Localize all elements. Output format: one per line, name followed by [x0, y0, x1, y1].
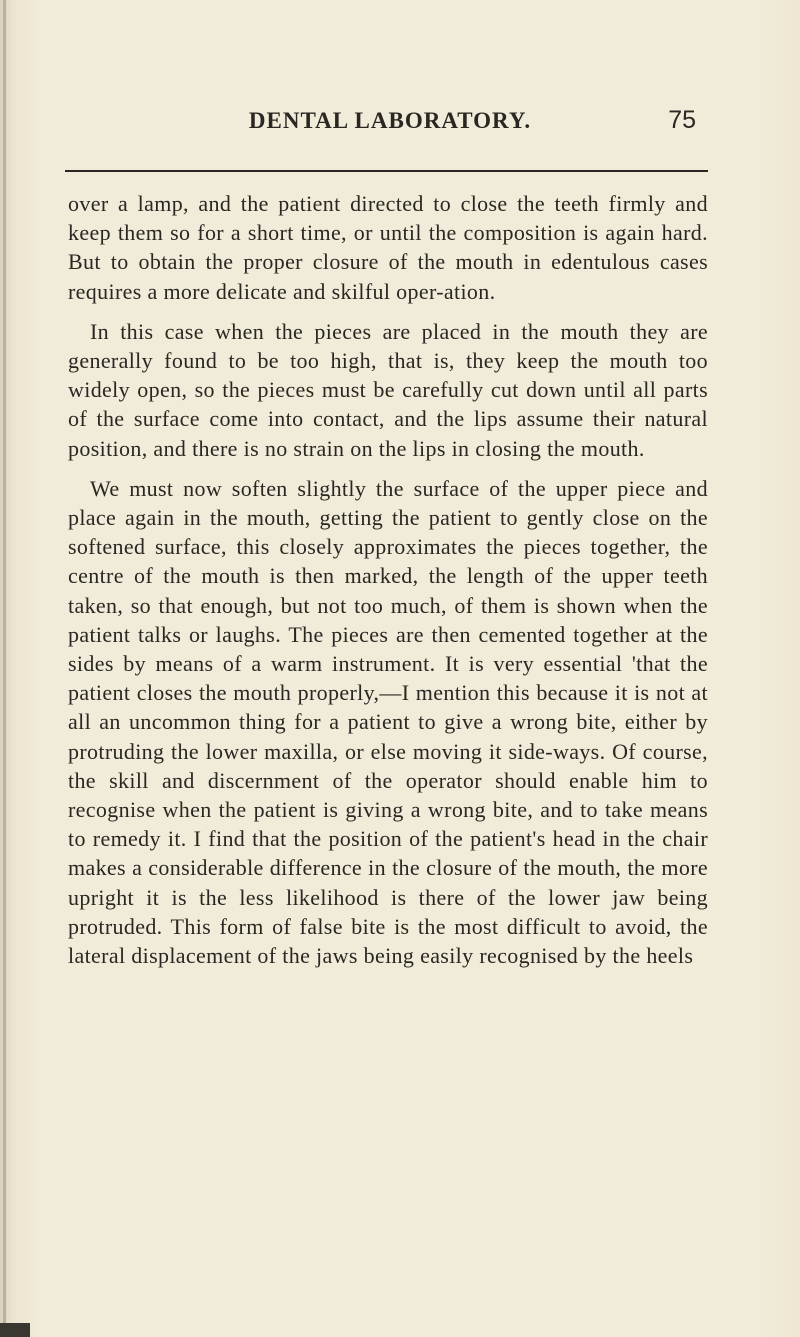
page-header: [70, 108, 710, 148]
running-title: DENTAL LABORATORY.: [248, 108, 532, 133]
binding-corner-shadow: [0, 1323, 30, 1337]
paragraph-2: In this case when the pieces are placed in the mouth they are generally found to be too high, that is, they keep the mouth too widely open, so the pieces must be carefully cut down until all parts of the surface come into contact, and the lips assume their natural position, and there is no strain on the lips in closing the mouth.: [68, 318, 708, 461]
page-number: 75: [668, 106, 696, 134]
paragraph-3: We must now soften slightly the surface of the upper piece and place again in the mouth, getting the patient to gently close on the softened surface, this closely approximates the pieces together, the centre of the mouth is then marked, the length of the upper teeth taken, so that enough, but not too much, of them is shown when the patient talks or laughs. The pieces are then cemented together at the sides by means of a warm instrument. It is very essential 'that the patient closes the mouth properly,—I mention this because it is not at all an uncommon thing for a patient to give a wrong bite, either by protruding the lower maxilla, or else moving it side-ways. Of course, the skill and discernment of the operator should enable him to recognise when the patient is giving a wrong bite, and to take means to remedy it. I find that the position of the patient's head in the chair makes a considerable difference in the closure of the mouth, the more upright it is the less likelihood is there of the lower jaw being protruded. This form of false bite is the most difficult to avoid, the lateral displacement of the jaws being easily recognised by the heels: [68, 475, 708, 969]
body-text: [68, 189, 708, 970]
header-rule: [65, 170, 708, 172]
binding-gutter: [3, 0, 6, 1337]
paragraph-1: over a lamp, and the patient directed to close the teeth firmly and keep them so for a short time, or until the composition is again hard. But to obtain the proper closure of the mouth in edentulous cases requires a more delicate and skilful oper-ation.: [68, 191, 708, 304]
